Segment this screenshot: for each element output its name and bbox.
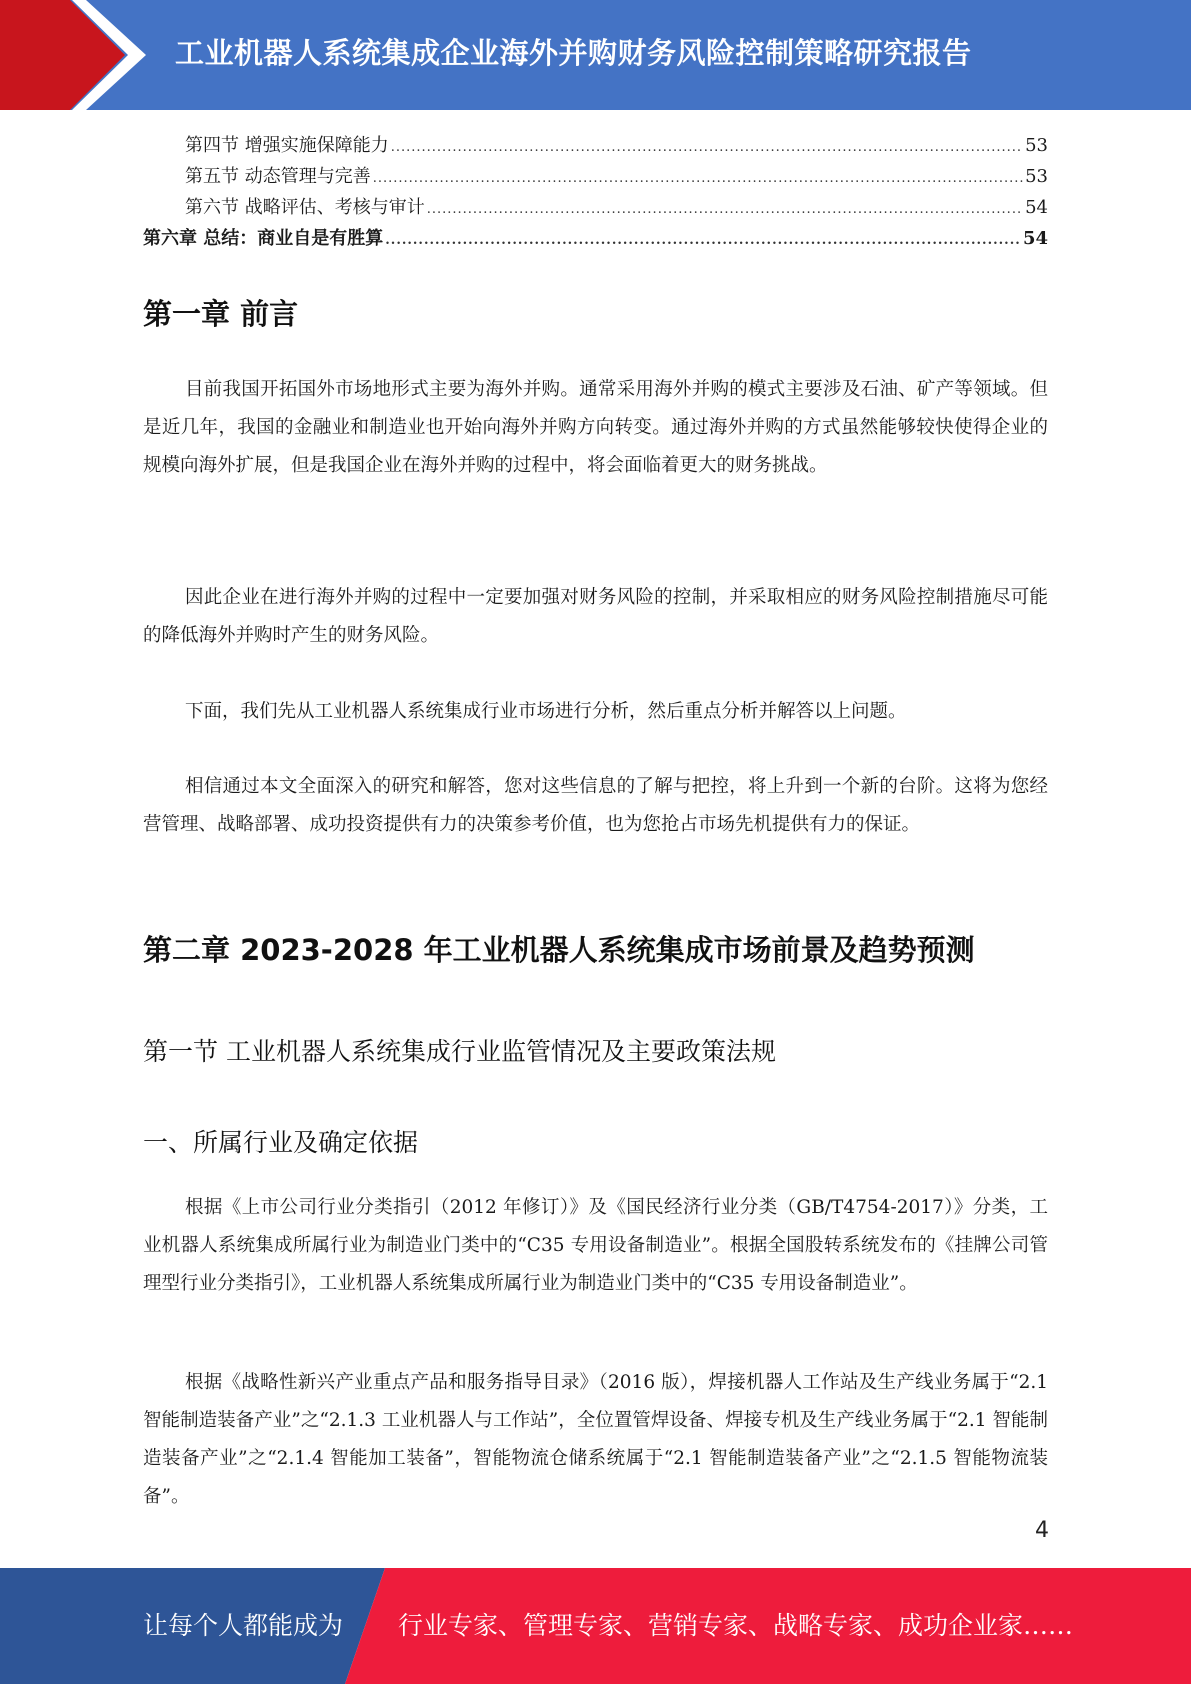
toc-entry[interactable] [143, 161, 1048, 192]
section-heading: 第一节 工业机器人系统集成行业监管情况及主要政策法规 [143, 1037, 776, 1066]
page-number: 4 [1035, 1518, 1049, 1543]
table-of-contents [143, 130, 1048, 254]
header-banner [0, 0, 1191, 110]
toc-entry-title: 第六节 战略评估、考核与审计 [185, 197, 425, 218]
chapter-2-heading: 第二章 2023-2028 年工业机器人系统集成市场前景及趋势预测 [143, 933, 975, 967]
toc-leader-dots [373, 163, 1023, 194]
body-paragraph: 目前我国开拓国外市场地形式主要为海外并购。通常采用海外并购的模式主要涉及石油、矿产等领域。但是近几年，我国的金融业和制造业也开始向海外并购方向转变。通过海外并购的方式虽然能够较快使得企业的规模向海外扩展，但是我国企业在海外并购的过程中，将会面临着更大的财务挑战。 [143, 379, 1048, 476]
toc-leader-dots [385, 225, 1021, 256]
chapter-1-heading: 第一章 前言 [143, 297, 299, 331]
toc-entry-title: 第六章 总结：商业自是有胜算 [143, 228, 384, 249]
body-paragraph: 根据《上市公司行业分类指引（2012 年修订）》及《国民经济行业分类（GB/T4754-2017）》分类，工业机器人系统集成所属行业为制造业门类中的“C35 专用设备制造业”。根据全国股转系统发布的《挂牌公司管理型行业分类指引》，工业机器人系统集成所属行业为制造业门类中的“C35 专用设备制造业”。 [143, 1197, 1048, 1294]
toc-entry-title: 第五节 动态管理与完善 [185, 166, 371, 187]
toc-entry-page: 54 [1025, 197, 1048, 218]
body-paragraph: 根据《战略性新兴产业重点产品和服务指导目录》（2016 版），焊接机器人工作站及生产线业务属于“2.1 智能制造装备产业”之“2.1.3 工业机器人与工作站”，全位置管焊设备、焊接专机及生产线业务属于“2.1 智能制造装备产业”之“2.1.4 智能加工装备”，智能物流仓储系统属于“2.1 智能制造装备产业”之“2.1.5 智能物流装备”。 [143, 1372, 1048, 1507]
header-chevron-graphic [0, 0, 160, 110]
toc-entry-page: 54 [1022, 228, 1048, 249]
toc-entry-title: 第四节 增强实施保障能力 [185, 135, 389, 156]
footer-banner [0, 1568, 1191, 1684]
body-paragraph: 下面，我们先从工业机器人系统集成行业市场进行分析，然后重点分析并解答以上问题。 [185, 701, 907, 722]
body-paragraph: 相信通过本文全面深入的研究和解答，您对这些信息的了解与把控，将上升到一个新的台阶。这将为您经营管理、战略部署、成功投资提供有力的决策参考价值，也为您抢占市场先机提供有力的保证。 [143, 776, 1048, 835]
report-title: 工业机器人系统集成企业海外并购财务风险控制策略研究报告 [175, 36, 972, 70]
subsection-heading: 一、所属行业及确定依据 [143, 1128, 419, 1157]
footer-slogan-right: 行业专家、管理专家、营销专家、战略专家、成功企业家…… [398, 1611, 1074, 1640]
toc-leader-dots [427, 194, 1023, 225]
toc-leader-dots [391, 132, 1023, 163]
toc-entry-page: 53 [1025, 135, 1048, 156]
toc-entry-page: 53 [1025, 166, 1048, 187]
footer-slogan-left: 让每个人都能成为 [143, 1611, 344, 1640]
toc-entry-chapter[interactable] [143, 223, 1048, 254]
toc-entry[interactable] [143, 192, 1048, 223]
body-paragraph: 因此企业在进行海外并购的过程中一定要加强对财务风险的控制，并采取相应的财务风险控制措施尽可能的降低海外并购时产生的财务风险。 [143, 587, 1048, 646]
toc-entry[interactable] [143, 130, 1048, 161]
